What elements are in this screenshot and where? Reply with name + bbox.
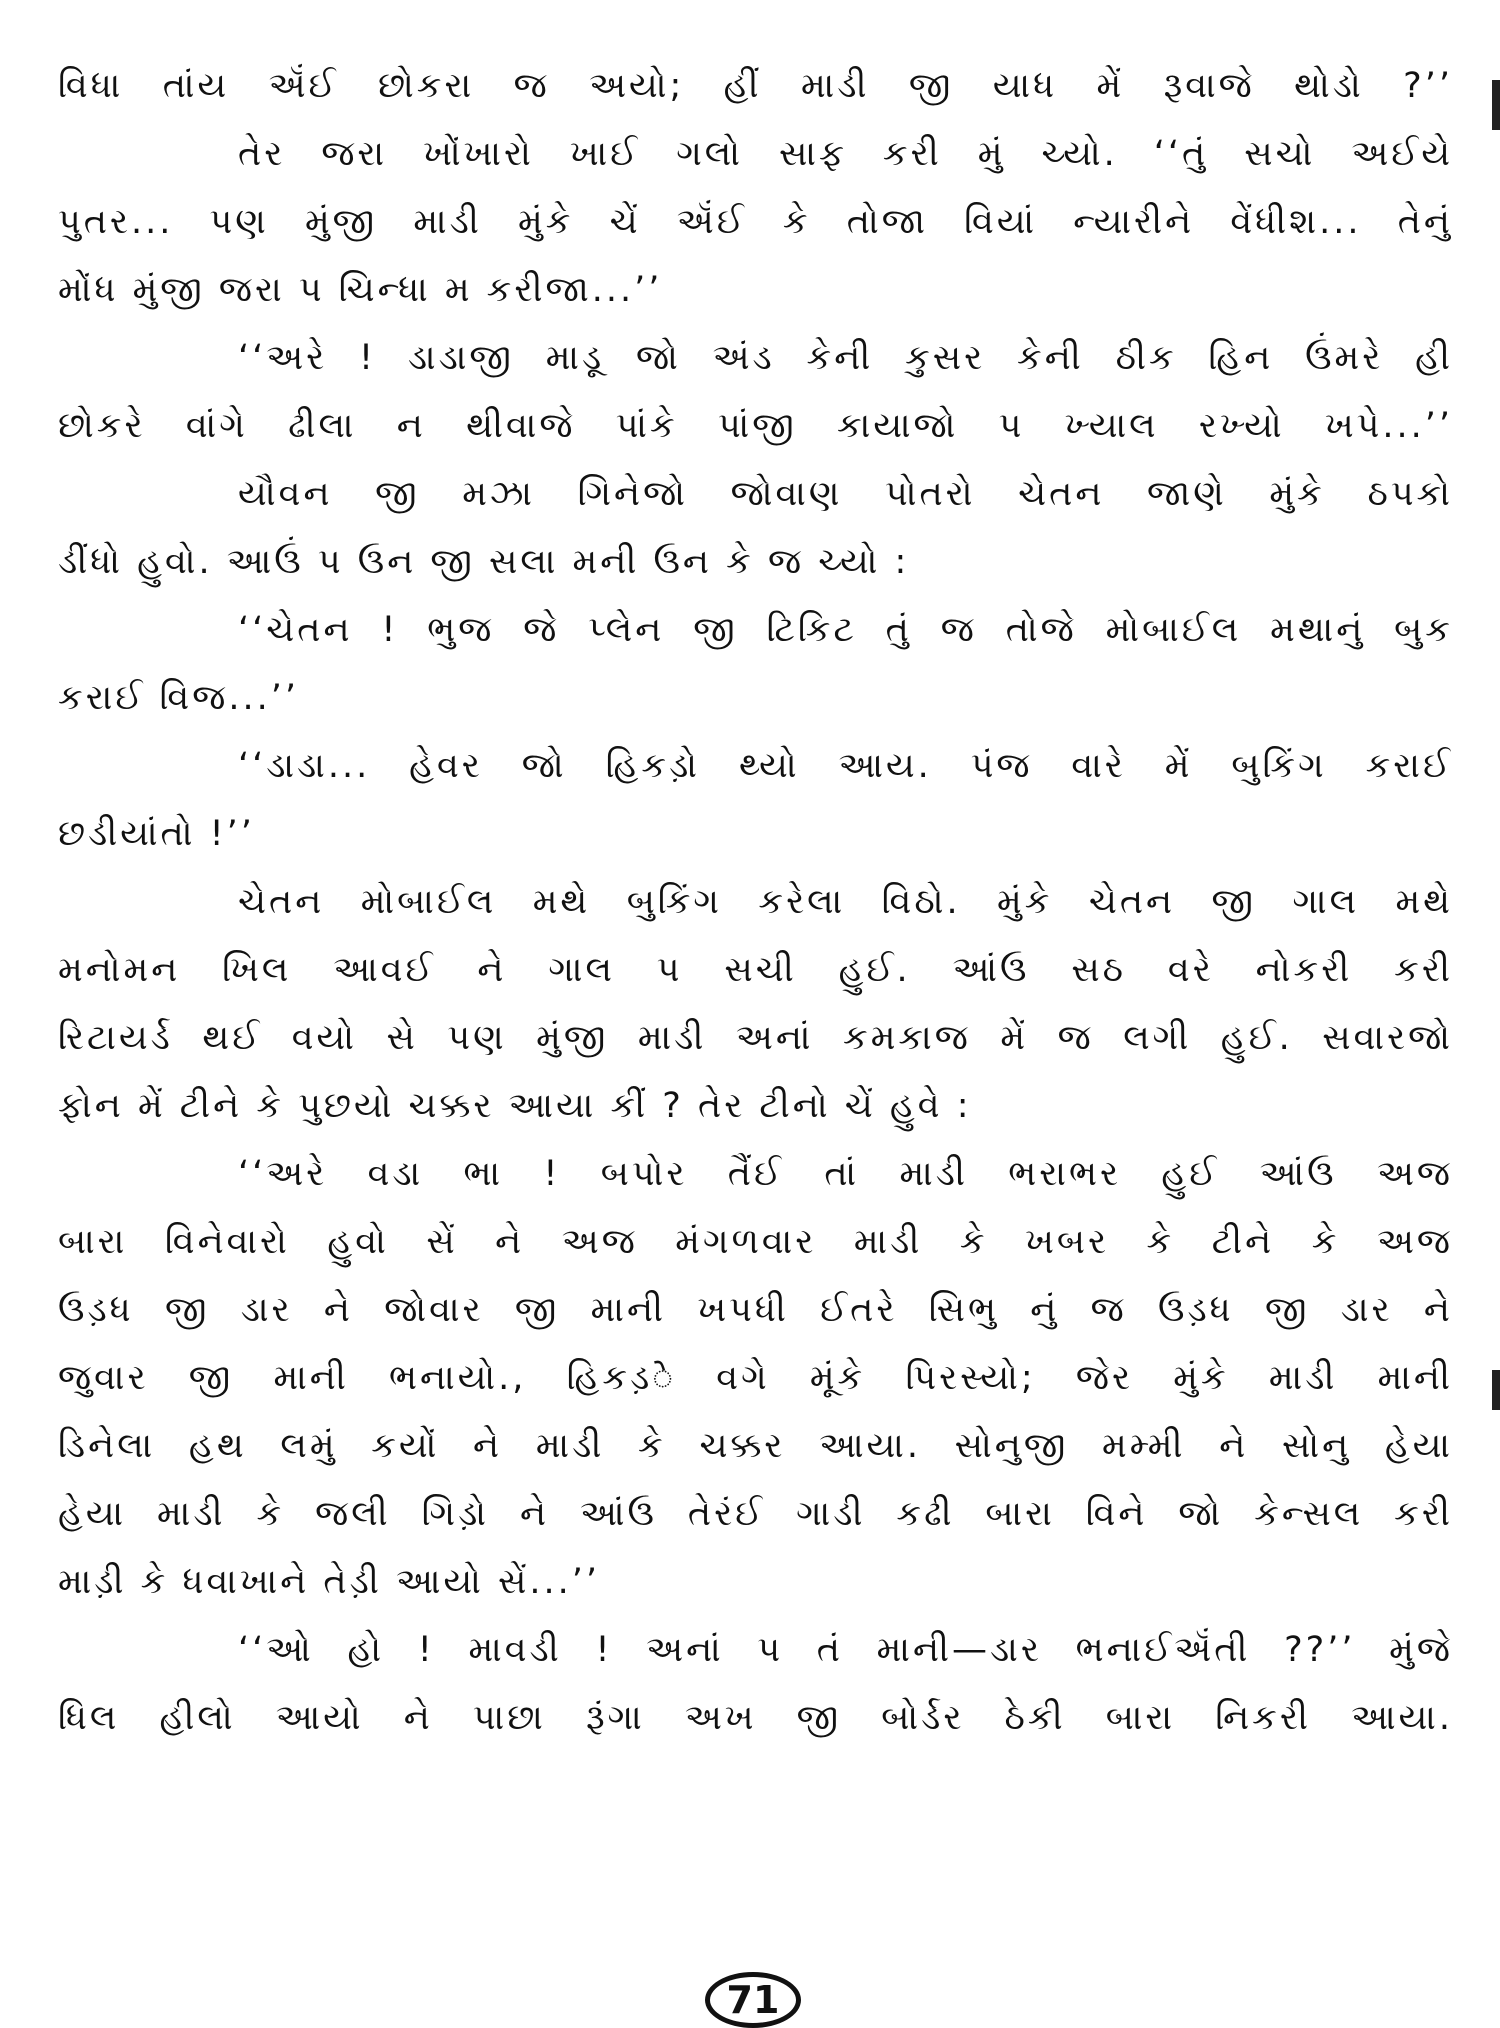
text-line: છોકરે વાંગે ઢીલા ન થીવાજે પાંકે પાંજી કાયાજો પ ખ્યાલ રખ્યો ખપે...’’ (58, 406, 1453, 446)
text-line: ‘‘અરે વડા ભા ! બપોર તૈંઈ તાં માડી ભરાભર હુઈ આંઉ અજ (238, 1154, 1453, 1194)
text-line: તેર જરા ખોંખારો ખાઈ ગલો સાફ કરી મું ચ્યો. ‘‘તું સચો અઈયે (238, 134, 1453, 174)
text-line: કરાઈ વિજ...’’ (58, 678, 299, 718)
scan-edge-mark (1492, 1370, 1500, 1410)
text-line: ઉડ઼ધ જી ડાર ને જોવાર જી માની ખપધી ઈતરે સિભુ નું જ ઉડ઼ધ જી ડાર ને (58, 1290, 1453, 1330)
page-number: 71 (705, 1972, 801, 2028)
text-line: ધિલ હીલો આયો ને પાછા રૂંગા અખ જી બોર્ડર ઠેકી બારા નિકરી આયા. (58, 1698, 1453, 1738)
text-line: માડ઼ી કે ધવાખાને તેડ઼ી આયો સેં...’’ (58, 1562, 600, 1602)
text-line: ‘‘ચેતન ! ભુજ જે પ્લેન જી ટિકિટ તું જ તોજે મોબાઈલ મથાનું બુક (238, 610, 1453, 650)
text-line: ડીંધો હુવો. આઉં પ ઉન જી સલા મની ઉન કે જ ચ્યો : (58, 542, 910, 582)
text-line: ‘‘ડાડા... હેવર જો હિકડ઼ો થ્યો આય. પંજ વારે મેં બુકિંગ કરાઈ (238, 746, 1453, 786)
text-line: રિટાયર્ડ થઈ વયો સે પણ મુંજી માડી અનાં કમકાજ મેં જ લગી હુઈ. સવારજો (58, 1018, 1453, 1058)
text-line: ડિનેલા હથ લમું કયોં ને માડી કે ચક્કર આયા. સોનુજી મમ્મી ને સોનુ હેયા (58, 1426, 1453, 1466)
text-line: ચેતન મોબાઈલ મથે બુકિંગ કરેલા વિઠો. મુંકે ચેતન જી ગાલ મથે (238, 882, 1453, 922)
text-line: જુવાર જી માની ભનાયો., હિકડ઼े વગે મૂંકે પિરસ્યો; જેર મુંકે માડી માની (58, 1358, 1453, 1398)
text-line: હેયા માડી કે જલી ગિડ઼ો ને આંઉ તેરંઈ ગાડી કઢી બારા વિને જો કેન્સલ કરી (58, 1494, 1453, 1534)
text-line: વિધા તાંય ઍંઈ છોકરા જ અયો; હીં માડી જી યાધ મેં રૂવાજે થોડો ?’’ (58, 66, 1453, 106)
text-line: યૌવન જી મઝા ગિનેજો જોવાણ પોતરો ચેતન જાણે મુંકે ઠપકો (238, 474, 1453, 514)
text-line: ફોન મેં ટીને કે પુછયો ચક્કર આયા કીં ? તેર ટીનો ચેં હુવે : (58, 1086, 972, 1126)
scan-edge-mark (1492, 80, 1500, 130)
text-line: મોંધ મુંજી જરા પ ચિન્ધા મ કરીજા...’’ (58, 270, 663, 310)
text-line: બારા વિનેવારો હુવો સેં ને અજ મંગળવાર માડી કે ખબર કે ટીને કે અજ (58, 1222, 1453, 1262)
text-line: છડીયાંતો !’’ (58, 814, 255, 854)
body-text (58, 52, 1453, 1752)
text-line: પુતર... પણ મુંજી માડી મુંકે ચેં ઍંઈ કે તોજા વિયાં ન્યારીને વેંધીશ... તેનું (58, 202, 1453, 242)
text-line: ‘‘ઓ હો ! માવડી ! અનાં પ તં માની—ડાર ભનાઈઍંતી ??’’ મુંજે (238, 1630, 1453, 1670)
text-line: મનોમન ખિલ આવઈ ને ગાલ પ સચી હુઈ. આંઉ સઠ વરે નોકરી કરી (58, 950, 1453, 990)
text-line: ‘‘અરે ! ડાડાજી માડૂ જો અંડ કેની કુસર કેની ઠીક હિન ઉંમરે હી (238, 338, 1453, 378)
